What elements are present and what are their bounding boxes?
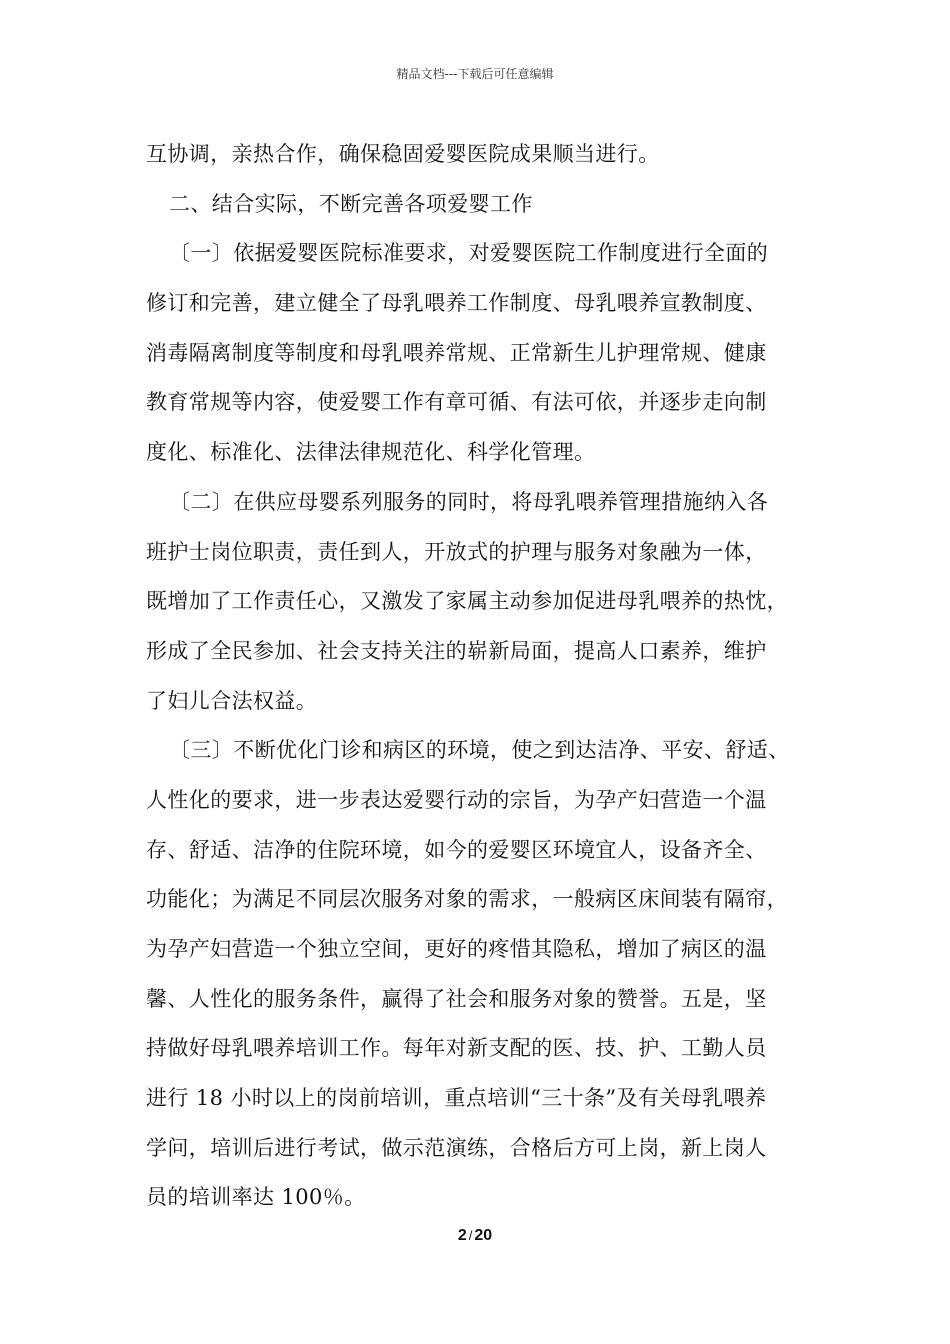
body-line: 班护士岗位职责，责任到人，开放式的护理与服务对象融为一体， xyxy=(146,539,767,564)
body-line: 〔三〕不断优化门诊和病区的环境，使之到达洁净、平安、舒适、 xyxy=(169,738,790,763)
body-line: 功能化；为满足不同层次服务对象的需求，一般病区床间装有隔帘， xyxy=(146,887,788,912)
page-current: 2 xyxy=(457,1227,467,1244)
body-line: 了妇儿合法权益。 xyxy=(146,688,318,713)
body-line: 馨、人性化的服务条件，赢得了社会和服务对象的赞誉。五是，坚 xyxy=(146,986,767,1011)
document-body xyxy=(146,130,816,1223)
body-line: 为孕产妇营造一个独立空间，更好的疼惜其隐私，增加了病区的温 xyxy=(146,937,767,961)
page-header xyxy=(0,66,950,82)
body-line: 人性化的要求，进一步表达爱婴行动的宗旨，为孕产妇营造一个温 xyxy=(146,787,767,812)
body-line: 度化、标准化、法律法律规范化、科学化管理。 xyxy=(146,440,596,465)
page-total: 20 xyxy=(474,1227,493,1244)
body-line: 形成了全民参加、社会支持关注的崭新局面，提高人口素养，维护 xyxy=(146,638,767,663)
body-line: 持做好母乳喂养培训工作。每年对新支配的医、技、护、工勤人员 xyxy=(146,1036,767,1061)
header-text: 精品文档---下载后可任意编辑 xyxy=(396,67,554,81)
body-line: 〔二〕在供应母婴系列服务的同时，将母乳喂养管理措施纳入各 xyxy=(169,489,769,514)
body-line: 既增加了工作责任心，又激发了家属主动参加促进母乳喂养的热忱， xyxy=(146,589,788,614)
body-line: 学问，培训后进行考试，做示范演练，合格后方可上岗，新上岗人 xyxy=(146,1135,767,1160)
body-line: 〔一〕依据爱婴医院标准要求，对爱婴医院工作制度进行全面的 xyxy=(169,241,769,266)
section-heading: 二、结合实际，不断完善各项爱婴工作 xyxy=(169,191,533,216)
page-separator: / xyxy=(468,1228,473,1243)
page-number xyxy=(0,1226,950,1246)
body-line: 互协调，亲热合作，确保稳固爱婴医院成果顺当进行。 xyxy=(146,142,660,166)
body-line: 存、舒适、洁净的住院环境，如今的爱婴区环境宜人，设备齐全、 xyxy=(146,837,767,862)
body-line: 员的培训率达 100％。 xyxy=(146,1185,366,1210)
body-line: 进行 18 小时以上的岗前培训，重点培训“三十条”及有关母乳喂养 xyxy=(146,1086,767,1111)
body-line: 消毒隔离制度等制度和母乳喂养常规、正常新生儿护理常规、健康 xyxy=(146,340,767,365)
body-line: 教育常规等内容，使爱婴工作有章可循、有法可依，并逐步走向制 xyxy=(146,390,767,415)
body-line: 修订和完善，建立健全了母乳喂养工作制度、母乳喂养宣教制度、 xyxy=(146,291,767,316)
